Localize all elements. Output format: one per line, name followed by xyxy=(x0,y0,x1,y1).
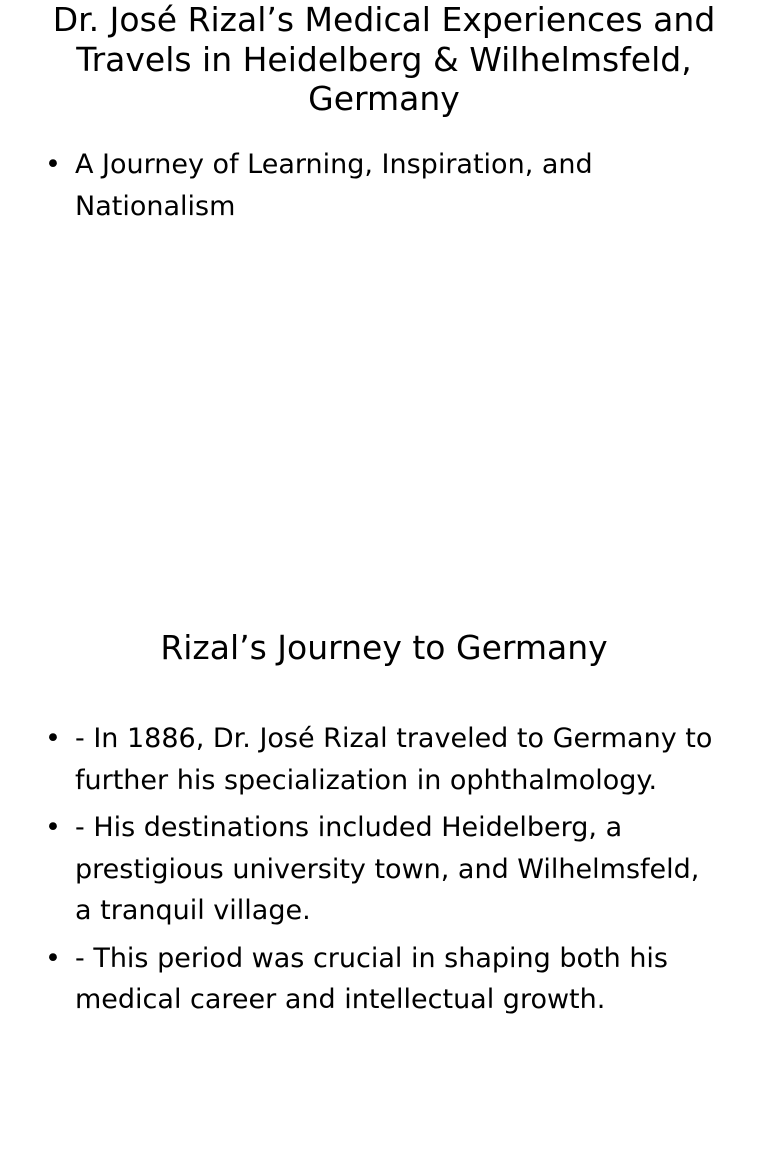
slide-title: Rizal’s Journey to Germany xyxy=(160,628,608,667)
bullet-item xyxy=(38,144,724,227)
bullet-list xyxy=(38,718,724,1027)
bullet-dot-icon: • xyxy=(45,723,61,754)
bullet-list xyxy=(38,144,724,233)
bullet-dot-icon: • xyxy=(45,942,61,974)
bullet-dot-icon: • xyxy=(45,149,61,180)
bullet-text: - His destinations included Heidelberg, a prestigious university town, and Wilhelmsfeld, a tranquil village. xyxy=(75,812,700,927)
slide-2 xyxy=(0,576,768,1152)
bullet-text: - In 1886, Dr. José Rizal traveled to Germany to further his specialization in ophthalmology. xyxy=(75,723,713,796)
bullet-text: A Journey of Learning, Inspiration, and Nationalism xyxy=(75,149,593,222)
bullet-item xyxy=(38,718,724,801)
bullet-dot-icon: • xyxy=(45,812,61,844)
bullet-item xyxy=(38,938,724,1021)
slide-title: Dr. José Rizal’s Medical Experiences and Travels in Heidelberg & Wilhelmsfeld, Germany xyxy=(52,0,716,119)
bullet-text: - This period was crucial in shaping both his medical career and intellectual growth. xyxy=(75,942,668,1016)
bullet-item xyxy=(38,807,724,932)
